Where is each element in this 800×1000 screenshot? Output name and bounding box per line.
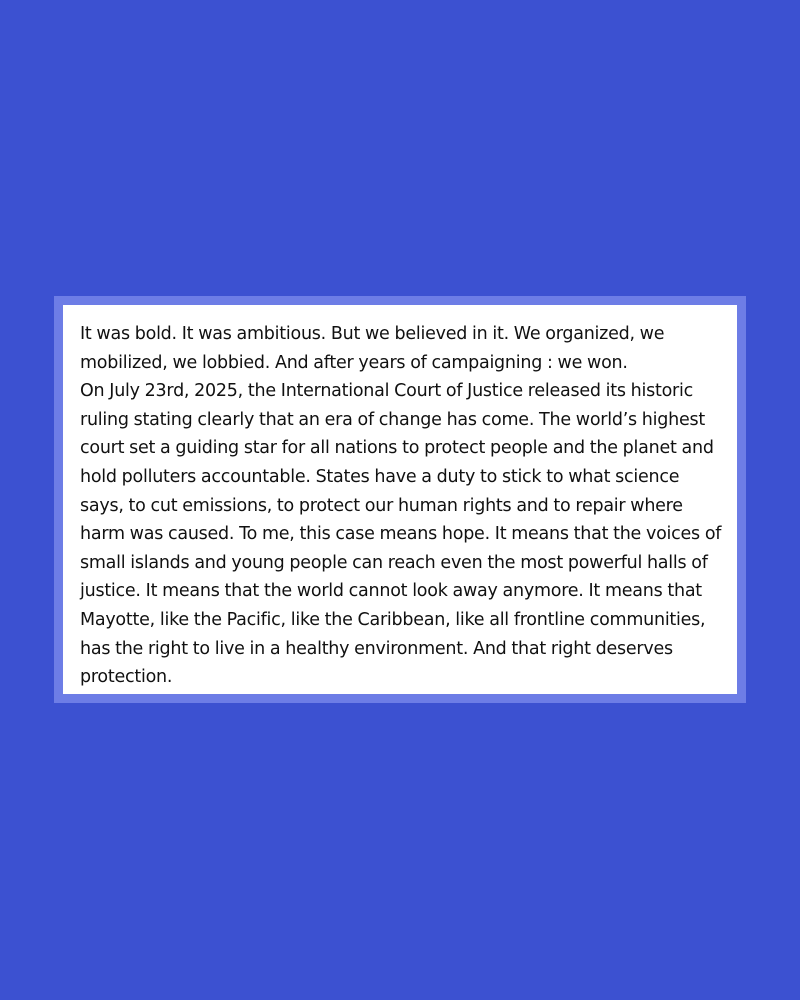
paragraph-intro: It was bold. It was ambitious. But we believed in it. We organized, we mobilized, we lobbied. And after years of campaigning : we won. bbox=[80, 324, 665, 373]
text-card-frame bbox=[54, 296, 746, 703]
paragraph-ruling: On July 23rd, 2025, the International Court of Justice released its historic ruling stating clearly that an era of change has come. The world’s highest court set a guiding star for all nations to protect people and the planet and hold polluters accountable. States have a duty to stick to what science says, to cut emissions, to protect our human rights and to repair where harm was caused. To me, this case means hope. It means that the voices of small islands and young people can reach even the most powerful halls of justice. It means that the world cannot look away anymore. It means that Mayotte, like the Pacific, like the Caribbean, like all frontline communities, has the right to live in a healthy environment. And that right deserves protection. bbox=[80, 381, 722, 688]
text-card bbox=[63, 305, 737, 694]
